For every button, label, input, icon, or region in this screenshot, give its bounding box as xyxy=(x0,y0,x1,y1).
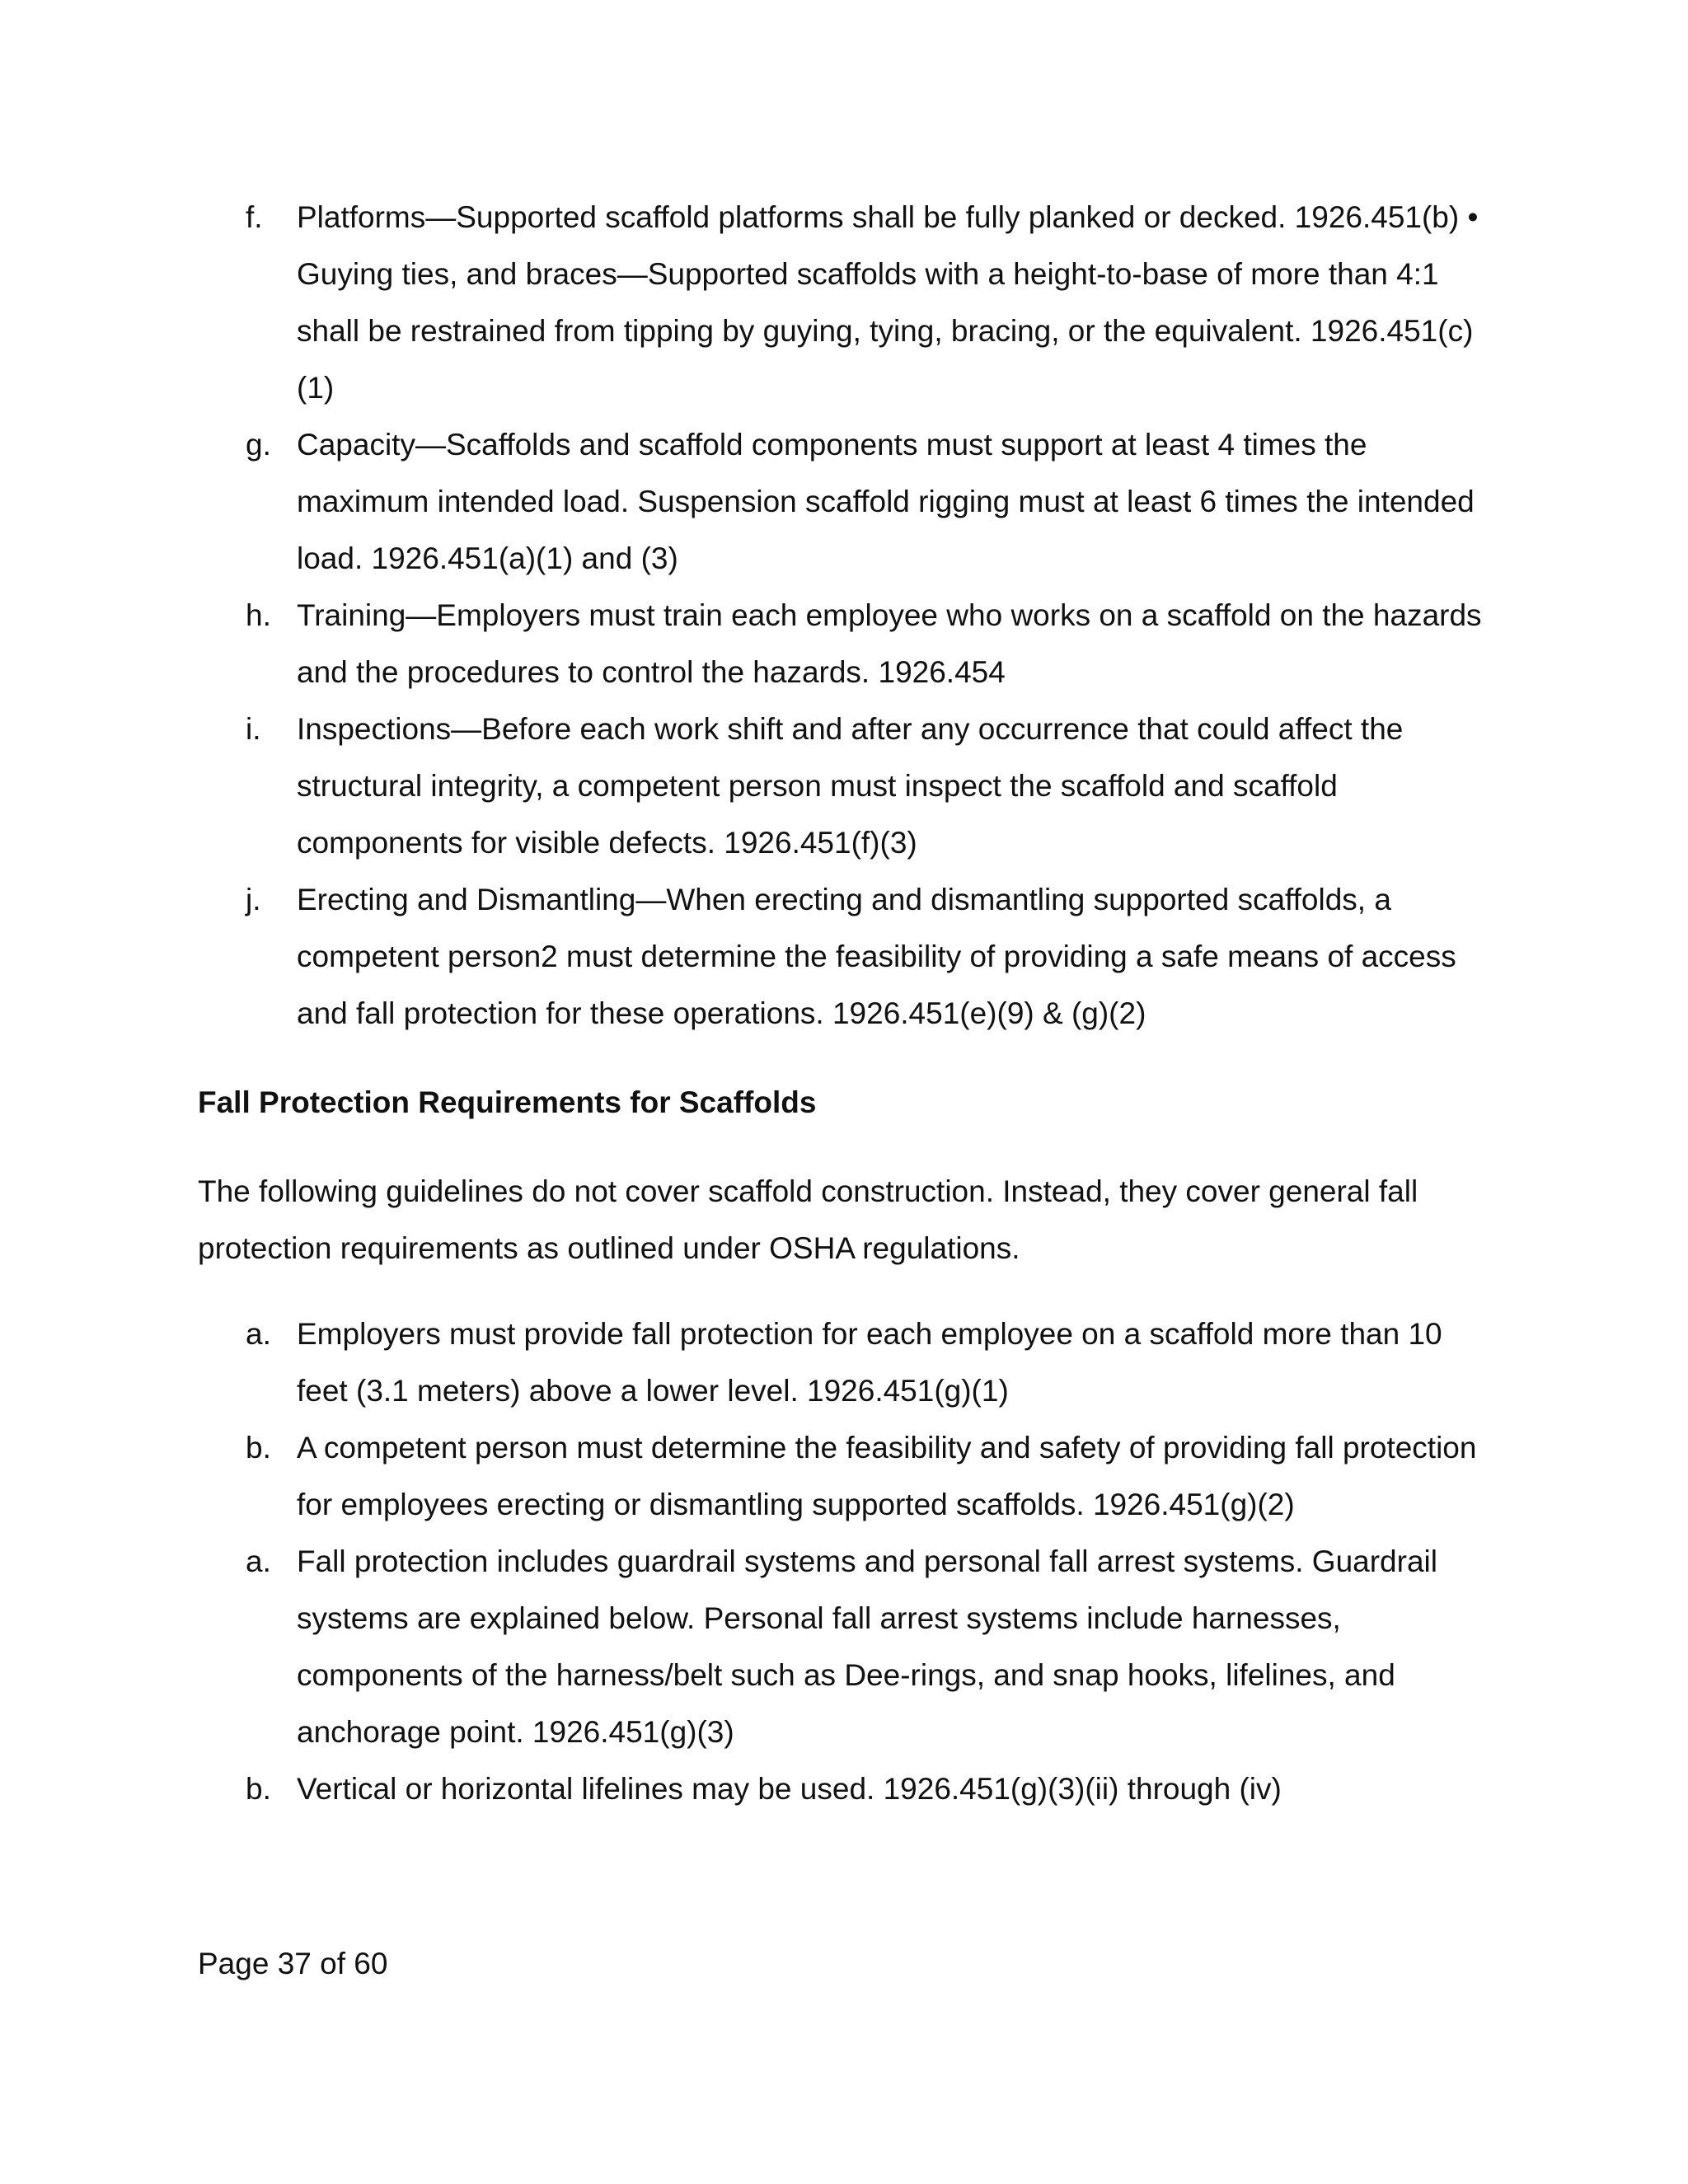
list-item-h xyxy=(198,587,1500,701)
list-item-b xyxy=(198,1419,1500,1533)
list-item-a-second xyxy=(198,1533,1500,1760)
list-marker: f. xyxy=(246,200,263,234)
list-item-f xyxy=(198,189,1500,416)
list-item-g xyxy=(198,416,1500,587)
list-marker: a. xyxy=(246,1317,271,1351)
list-marker: g. xyxy=(246,428,271,462)
list-marker: j. xyxy=(246,883,261,916)
list-item-a xyxy=(198,1305,1500,1419)
intro-paragraph: The following guidelines do not cover scaffold construction. Instead, they cover general fall protection requirements as outlined under OSHA regulations. xyxy=(198,1174,1418,1265)
list-item-text: A competent person must determine the feasibility and safety of providing fall protection for employees erecting or dismantling supported scaffolds. 1926.451(g)(2) xyxy=(297,1431,1477,1521)
list-marker: b. xyxy=(246,1431,271,1465)
requirements-list-top xyxy=(198,189,1500,1042)
list-marker: b. xyxy=(246,1772,271,1806)
section-heading: Fall Protection Requirements for Scaffolds xyxy=(198,1085,817,1119)
list-item-b-second xyxy=(198,1760,1500,1817)
list-marker: a. xyxy=(246,1544,271,1578)
list-item-text: Inspections—Before each work shift and after any occurrence that could affect the structural integrity, a competent person must inspect the scaffold and scaffold components for visible defects. 1926.451(f)(3) xyxy=(297,712,1404,860)
list-item-text: Platforms—Supported scaffold platforms shall be fully planked or decked. 1926.451(b) • Guying ties, and braces—Supported scaffolds with a height-to-base of more than 4:1 shall be restrained from tipping by guying, tying, bracing, or the equivalent. 1926.451(c)(1) xyxy=(297,200,1479,405)
list-item-i xyxy=(198,701,1500,871)
page-number: Page 37 of 60 xyxy=(198,1947,388,1980)
list-item-j xyxy=(198,871,1500,1042)
list-item-text: Fall protection includes guardrail systems and personal fall arrest systems. Guardrail systems are explained below. Personal fall arrest systems include harnesses, components of the harness/belt such as Dee-rings, and snap hooks, lifelines, and anchorage point. 1926.451(g)(3) xyxy=(297,1544,1437,1749)
fall-protection-list xyxy=(198,1305,1500,1817)
list-item-text: Vertical or horizontal lifelines may be used. 1926.451(g)(3)(ii) through (iv) xyxy=(297,1772,1282,1806)
list-item-text: Training—Employers must train each employee who works on a scaffold on the hazards and the procedures to control the hazards. 1926.454 xyxy=(297,598,1482,689)
list-item-text: Erecting and Dismantling—When erecting and dismantling supported scaffolds, a competent person2 must determine the feasibility of providing a safe means of access and fall protection for these operations. 1926.451(e)(9) & (g)(2) xyxy=(297,883,1456,1030)
list-marker: i. xyxy=(246,712,261,746)
list-item-text: Employers must provide fall protection for each employee on a scaffold more than 10 feet (3.1 meters) above a lower level. 1926.451(g)(1) xyxy=(297,1317,1442,1408)
list-marker: h. xyxy=(246,598,271,632)
list-item-text: Capacity—Scaffolds and scaffold components must support at least 4 times the maximum intended load. Suspension scaffold rigging must at least 6 times the intended load. 1926.451(a)(1) and (3) xyxy=(297,428,1475,575)
